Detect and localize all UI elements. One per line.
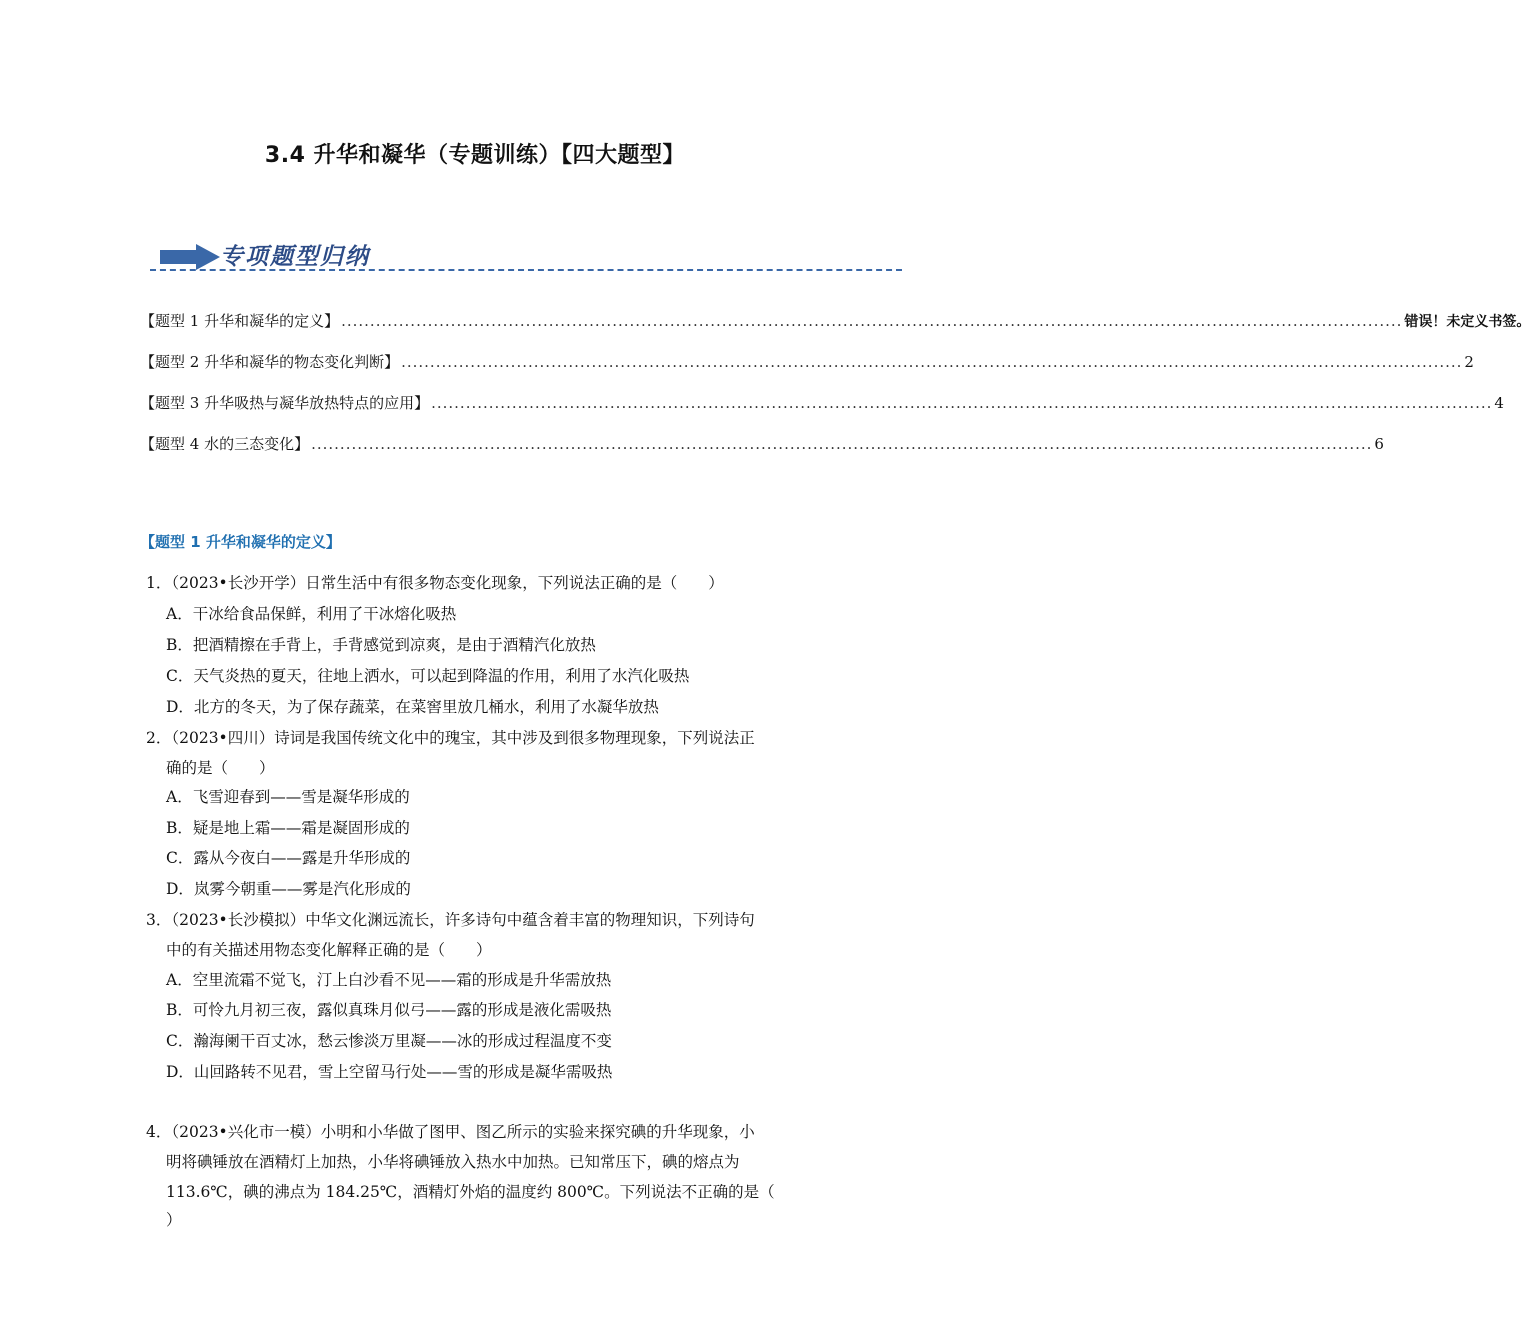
question-2-option-c: C．露从今夜白——露是升华形成的	[166, 849, 411, 867]
question-2-option-d: D．岚雾今朝重——雾是汽化形成的	[166, 880, 411, 898]
question-3-option-c: C．瀚海阑干百丈冰，愁云惨淡万里凝——冰的形成过程温度不变	[166, 1032, 612, 1050]
toc-entry-1[interactable]	[140, 310, 1530, 331]
question-4-stem-cont: ）	[166, 1211, 182, 1229]
page-title: 3.4 升华和凝华（专题训练）【四大题型】	[264, 143, 686, 168]
arrow-right-icon	[160, 244, 220, 270]
banner-divider	[150, 269, 902, 271]
toc-leader: ........................................................................................................................................................................................	[311, 435, 1373, 453]
toc-label: 【题型 4 水的三态变化】	[140, 435, 310, 453]
question-3-option-b: B．可怜九月初三夜，露似真珠月似弓——露的形成是液化需吸热	[166, 1001, 612, 1019]
toc-page: 6	[1374, 435, 1384, 453]
toc-page: 2	[1464, 353, 1474, 371]
question-3-option-d: D．山回路转不见君，雪上空留马行处——雪的形成是凝华需吸热	[166, 1063, 613, 1081]
toc-leader: ........................................................................................................................................................................................	[431, 394, 1493, 412]
toc-page: 4	[1494, 394, 1504, 412]
question-3-stem-cont: 中的有关描述用物态变化解释正确的是（ ）	[166, 941, 492, 959]
toc-entry-2[interactable]	[140, 351, 1474, 372]
question-2-stem: 2．（2023•四川）诗词是我国传统文化中的瑰宝，其中涉及到很多物理现象，下列说法正	[146, 729, 755, 747]
section-heading: 【题型 1 升华和凝华的定义】	[140, 533, 341, 551]
toc-entry-4[interactable]	[140, 433, 1384, 454]
toc-label: 【题型 1 升华和凝华的定义】	[140, 312, 340, 330]
question-2-option-a: A．飞雪迎春到——雪是凝华形成的	[166, 788, 410, 806]
question-1-option-b: B．把酒精擦在手背上，手背感觉到凉爽，是由于酒精汽化放热	[166, 636, 596, 654]
toc-page: 错误！未定义书签。	[1404, 314, 1530, 330]
toc-entry-3[interactable]	[140, 392, 1504, 413]
question-1-option-d: D．北方的冬天，为了保存蔬菜，在菜窖里放几桶水，利用了水凝华放热	[166, 698, 659, 716]
question-4-stem-cont: 明将碘锤放在酒精灯上加热，小华将碘锤放入热水中加热。已知常压下，碘的熔点为	[166, 1153, 740, 1171]
section-banner	[150, 236, 902, 276]
question-2-option-b: B．疑是地上霜——霜是凝固形成的	[166, 819, 410, 837]
question-1-stem: 1．（2023•长沙开学）日常生活中有很多物态变化现象，下列说法正确的是（ ）	[146, 574, 724, 592]
toc-leader: ........................................................................................................................................................................................	[401, 353, 1463, 371]
question-3-option-a: A．空里流霜不觉飞，汀上白沙看不见——霜的形成是升华需放热	[166, 971, 612, 989]
question-1-option-c: C．天气炎热的夏天，往地上洒水，可以起到降温的作用，利用了水汽化吸热	[166, 667, 690, 685]
question-3-stem: 3．（2023•长沙模拟）中华文化渊远流长，许多诗句中蕴含着丰富的物理知识，下列诗句	[146, 911, 755, 929]
toc-leader: ........................................................................................................................................................................................	[341, 312, 1403, 330]
banner-title: 专项题型归纳	[220, 243, 370, 270]
question-4-stem: 4．（2023•兴化市一模）小明和小华做了图甲、图乙所示的实验来探究碘的升华现象，小	[146, 1123, 755, 1141]
toc-label: 【题型 3 升华吸热与凝华放热特点的应用】	[140, 394, 430, 412]
question-2-stem-cont: 确的是（ ）	[166, 759, 275, 777]
question-4-stem-cont: 113.6℃，碘的沸点为 184.25℃，酒精灯外焰的温度约 800℃。下列说法不正确的是（	[166, 1183, 775, 1201]
question-1-option-a: A．干冰给食品保鲜，利用了干冰熔化吸热	[166, 605, 457, 623]
toc-label: 【题型 2 升华和凝华的物态变化判断】	[140, 353, 400, 371]
